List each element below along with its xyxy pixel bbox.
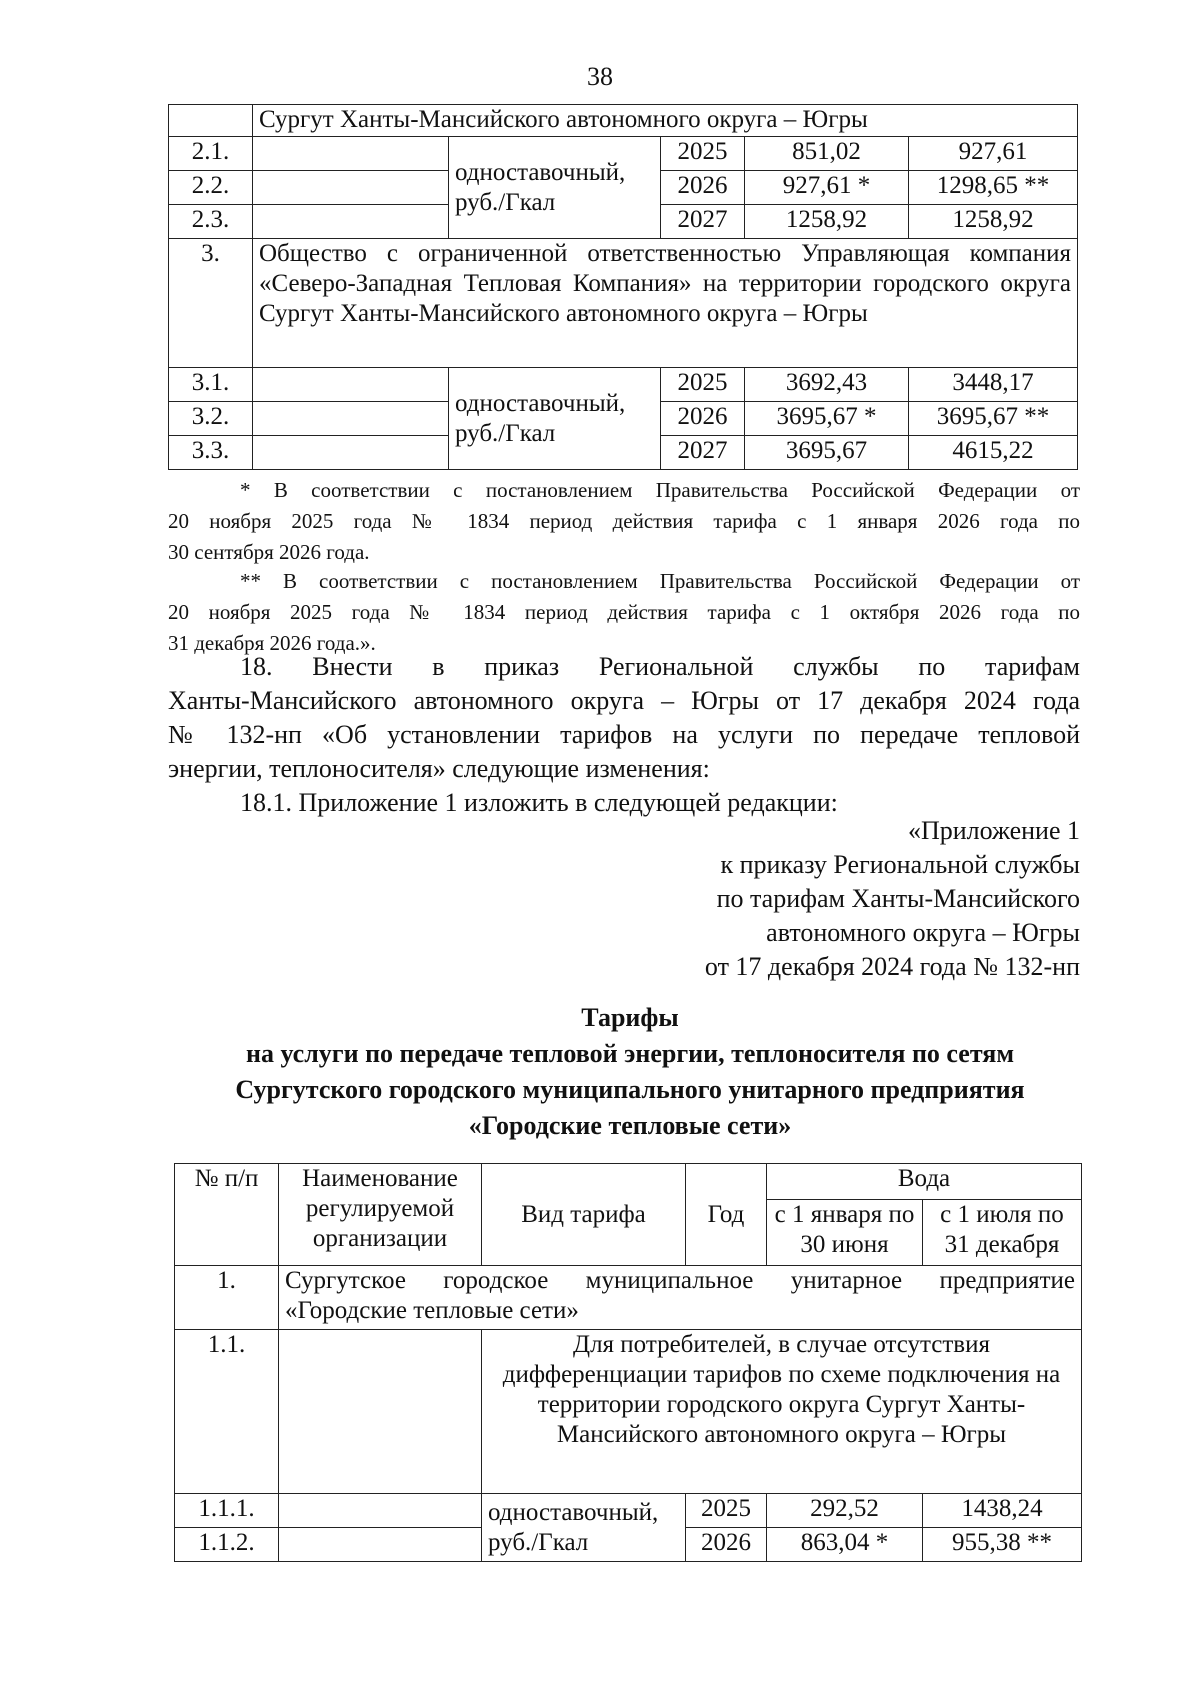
value-cell: 1258,92: [745, 205, 909, 239]
paragraph-18: 18. Внести в приказ Региональной службы по тарифам Ханты-Мансийского автономного округа – Югры от 17 декабря 2024 года № 132-нп «Об установлении тарифов на услуги по передаче тепловой энергии, теплоносителя» следующие изменения: 18.1. Приложение 1 изложить в следующей редакции:: [168, 650, 1080, 820]
row-number: 1.1.: [175, 1330, 279, 1494]
value-cell: 1438,24: [923, 1494, 1082, 1528]
year-cell: 2027: [661, 436, 745, 470]
tariff-table: [174, 1163, 1082, 1562]
year-cell: 2026: [686, 1528, 767, 1562]
org-name-continuation: Сургут Ханты-Мансийского автономного округа – Югры: [253, 105, 1078, 137]
row-number: 2.3.: [169, 205, 253, 239]
org-name: Общество с ограниченной ответственностью Управляющая компания «Северо-Западная Тепловая Компания» на территории городского округа Сургут Ханты-Мансийского автономного округа – Югры: [253, 239, 1078, 368]
value-cell: 863,04 *: [767, 1528, 923, 1562]
header-period-1: с 1 января по 30 июня: [767, 1200, 923, 1266]
row-number: 2.2.: [169, 171, 253, 205]
value-cell: 3448,17: [909, 368, 1078, 402]
value-cell: 927,61: [909, 137, 1078, 171]
value-cell: 955,38 **: [923, 1528, 1082, 1562]
row-number: 1.: [175, 1266, 279, 1330]
header-year: Год: [686, 1164, 767, 1266]
value-cell: 292,52: [767, 1494, 923, 1528]
year-cell: 2025: [686, 1494, 767, 1528]
value-cell: 3695,67: [745, 436, 909, 470]
header-period-2: с 1 июля по 31 декабря: [923, 1200, 1082, 1266]
tariff-table-continued: [168, 104, 1078, 470]
value-cell: 851,02: [745, 137, 909, 171]
row-number: 3.: [169, 239, 253, 368]
value-cell: 3692,43: [745, 368, 909, 402]
row-number: 1.1.2.: [175, 1528, 279, 1562]
row-number: 1.1.1.: [175, 1494, 279, 1528]
row-number: 2.1.: [169, 137, 253, 171]
value-cell: 4615,22: [909, 436, 1078, 470]
footnote-1: * В соответствии с постановлением Правительства Российской Федерации от 20 ноября 2025 года № 1834 период действия тарифа с 1 января 2026 года по 30 сентября 2026 года.: [168, 478, 1080, 564]
year-cell: 2025: [661, 137, 745, 171]
year-cell: 2027: [661, 205, 745, 239]
header-tariff-type: Вид тарифа: [482, 1164, 686, 1266]
header-water: Вода: [767, 1164, 1082, 1200]
header-number: № п/п: [175, 1164, 279, 1266]
value-cell: 927,61 *: [745, 171, 909, 205]
org-name: Сургутское городское муниципальное унитарное предприятие «Городские тепловые сети»: [279, 1266, 1082, 1330]
footnote-2: ** В соответствии с постановлением Правительства Российской Федерации от 20 ноября 2025 года № 1834 период действия тарифа с 1 октября 2026 года по 31 декабря 2026 года.».: [168, 569, 1080, 655]
tariff-type: одноставочный, руб./Гкал: [482, 1494, 686, 1562]
header-org-name: Наименование регулируемой организации: [279, 1164, 482, 1266]
year-cell: 2026: [661, 402, 745, 436]
appendix-header: «Приложение 1 к приказу Региональной службы по тарифам Ханты-Мансийского автономного округа – Югры от 17 декабря 2024 года № 132-нп: [704, 816, 1080, 981]
value-cell: 3695,67 **: [909, 402, 1078, 436]
paragraph-18-1: 18.1. Приложение 1 изложить в следующей редакции:: [240, 788, 838, 817]
year-cell: 2025: [661, 368, 745, 402]
tariff-type: одноставочный, руб./Гкал: [449, 368, 661, 470]
row-number: 3.3.: [169, 436, 253, 470]
row-number: 3.1.: [169, 368, 253, 402]
page-number: 38: [587, 62, 613, 91]
value-cell: 1258,92: [909, 205, 1078, 239]
document-title: Тарифы на услуги по передаче тепловой энергии, теплоносителя по сетям Сургутского городского муниципального унитарного предприятия «Городские тепловые сети»: [235, 1003, 1025, 1140]
consumer-group: Для потребителей, в случае отсутствия дифференциации тарифов по схеме подключения на территории городского округа Сургут Ханты-Мансийского автономного округа – Югры: [482, 1330, 1082, 1494]
row-number: 3.2.: [169, 402, 253, 436]
year-cell: 2026: [661, 171, 745, 205]
value-cell: 1298,65 **: [909, 171, 1078, 205]
value-cell: 3695,67 *: [745, 402, 909, 436]
tariff-type: одноставочный, руб./Гкал: [449, 137, 661, 239]
